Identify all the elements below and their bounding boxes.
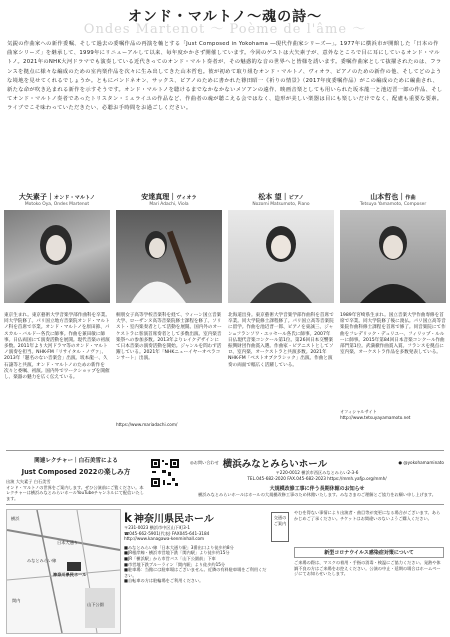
performer-yamamoto	[340, 192, 446, 420]
title-en: Ondes Martenot ～ Poème de l'âme ～	[83, 22, 367, 37]
contact-label: ◎お問い合わせ	[190, 460, 219, 466]
header	[0, 6, 450, 37]
performer-role: ピアノ	[288, 195, 304, 201]
intro-text: 気鋭の作曲家への新作委嘱、そして過去の委嘱作品の再演を軸とする「Just Composed in Yokohama ―現代作曲家シリーズ―」。1977年に横浜市が開館した「日本の作曲家シリーズ」を継承して、1999年にリニューアルして以来、毎年度かかさず開催しています。今回のゲストは大矢素子が、意外なところで目に耳にしているオンド・マルトノ。2021年のNHK大河ドラマでも演奏している近代きってのオンド・マルト奏者が、その魅惑的な音の世界へと皆様を誘います。委嘱作曲家として抜擢されたのは、フランスを拠点に様々な編成のための室内楽作品を次々に生み出してきた山本哲也。彼が初めて取り組むオンド・マルトノ、ヴィオラ、ピアノのための新作の他、そしてどのような境地を見せてくれるでしょうか。ともにバンドネオン、サックス、ピアノのために書かれた篠田昭一《祈りの情景》（2017年度委嘱作品）がこの編成のために編曲され、新たな命が吹き込まれる新作を示すそうです。オンド・マルトノを聴けるまでなかなかないメソアンの遠作、映画音楽としても用いられた坂本龍一と池辺晋一郎の作品、そしてオンド・マルトノ奏者であったトリスタン・ミュライユの作品など、作曲者の魂が聴こえる会ではなく、造形が美しい楽器は目にも楽しいだけでなく、配慮も重要な要素。ライブでこそ味わっていただきたい、必聴お手時間をお過ごしください。	[7, 41, 443, 112]
closure-heading: 大規模改修工事に伴う長期休館のお知らせ	[269, 486, 365, 493]
contact-address: 〒220-0012 横浜市西区みなとみらい2-3-6	[275, 470, 359, 475]
performer-name-line: 安達真理｜ヴィオラ	[141, 193, 197, 201]
map-label-yokohama: 横浜	[11, 516, 20, 521]
title-ja: オンド・マルトノ〜魂の詩〜	[127, 9, 323, 25]
hall-access-item: ■JR「横浜駅」から市営バス「山下公園前」下車	[124, 555, 216, 561]
performer-name: 松本 望	[258, 193, 282, 201]
hall-info	[124, 510, 270, 584]
divider	[6, 504, 444, 505]
performer-name: 大矢素子	[18, 193, 47, 201]
hall-name: 神奈川県民ホール	[133, 514, 214, 525]
hall-access-list	[124, 545, 270, 584]
map-label-nihon-odori: 日本大通り	[57, 540, 78, 545]
divider	[6, 450, 444, 451]
hall-access-item: ■自転車の方は駐輪場をご利用ください。	[124, 578, 204, 584]
performer-bio: 東京生まれ。東京藝術大学音楽学部作曲科を卒業。同大学院修了。パリ国立地方音楽院オンド・マルトノ科を首席で卒業。オンド・マルトノを原田節、パスカル・バルドー各氏に師事。作曲を兼田敏に師事。日仏両国にて演奏活動を展開。現代音楽の初演多数。2011年より大河ドラマ等のオンド・マルトノ演奏を担当。NHK-FM「リサイタル・ノヴァ」、2013年「題名のない音楽会」出演。坂本龍一、久石譲等と共演。オンド・マルトノのための新作を次々と委嘱、初演。国内外でワークショップを開催し、楽器の魅力を広く伝えている。	[4, 313, 110, 381]
performer-oya	[4, 192, 110, 433]
performer-adachi	[116, 192, 222, 428]
hall-url[interactable]: http://www.kanagawa-kenminhall.com	[124, 536, 205, 542]
performer-name-en: Nozomi Matsumoto, Piano	[252, 202, 310, 207]
covid-text: ご来場の際は、マスクの着用・手指の消毒・検温にご協力ください。発熱や体調不良の方はご来場をお控えください。公演の中止・延期の場合はホームページにてお知らせいたします。	[294, 560, 441, 577]
access-label-box: 交通のご案内	[271, 512, 289, 542]
contact-tel: TEL.045-682-2020 FAX.045-682-2023 https://mmh.yafjp.org/mmh/	[247, 475, 387, 481]
performer-name: 山本哲也	[370, 193, 399, 201]
lecture-speakers: 出演 大矢素子 白石美雪	[6, 479, 51, 484]
performer-matsumoto	[228, 192, 334, 433]
hall-access-item: ■JR根岸線・横浜市営地下鉄「関内駅」より徒歩約15分	[124, 550, 230, 556]
qr-code-icon[interactable]	[150, 458, 180, 488]
hall-access-item: ■市営地下鉄ブルーライン「関内駅」より徒歩約15分	[124, 561, 226, 567]
disclaimer-text: やむを得ない事情により出演者・曲目等が変更になる場合がございます。あらかじめご了承ください。チケットはお間違いのないようご購入ください。	[294, 510, 441, 521]
performer-name-en: Mari Adachi, Viola	[149, 202, 189, 207]
performer-role: 作曲	[405, 195, 416, 201]
performer-name-line: 大矢素子｜オンド・マルトノ	[18, 193, 96, 201]
portrait-figure	[228, 210, 334, 303]
portrait-figure	[4, 210, 110, 303]
performer-url[interactable]: http://www.tetsuyayamamoto.net	[340, 414, 411, 420]
hall-name-line	[124, 510, 270, 525]
map-label-kannai: 関内	[12, 598, 21, 603]
lecture-heading: 関連レクチャー｜白石美雪による	[34, 458, 118, 464]
performer-bio: 北海道出身。東京藝術大学音楽学部作曲科を首席で卒業。同大学院修士課程修了。パリ国立高等音楽院に留学。作曲を池辺晋一郎、ピアノを東誠三、ジャン=フランソワ・エッセール各氏に師事。2007年日仏現代音楽コンクール第1位。第26回日本交響楽振興財団作曲賞入選。作曲家・ピアニストとしてソロ、室内楽、オーケストラと共演多数。2021年NHK-FM「ベストオブクラシック」出演。作曲と演奏の両面で幅広く活躍している。	[228, 313, 334, 368]
performer-photo	[340, 210, 446, 303]
performer-bio: 1989年宮崎県生まれ。国立音楽大学作曲専修を首席で卒業。同大学院修了後に渡仏。パリ国立高等音楽院作曲科修士課程を首席で修了。同音楽院にて作曲をフレデリック・デュリユー、フィリップ・ルルーに師事。2015年第84回日本音楽コンクール作曲部門第1位。武満徹作曲賞入賞。フランスを拠点に室内楽、オーケストラ作品を多数発表している。	[340, 313, 446, 356]
twitter-handle[interactable]	[398, 460, 444, 466]
notes-section	[294, 510, 444, 612]
performer-bio: 桐朋女子高等学校音楽科を経て、ウィーン国立音楽大学、ローザンヌ高等音楽院修士課程を修了。ソリスト・室内楽奏者として活動を展開。国内外のオーケストラに客演首席奏者として多数出演。室内楽音楽祭への参加多数。2013年よりレイクデザインにて日本音楽の演奏活動を開始。ジャンルを問わず活躍している。2021年「NHKニューイヤーオペラコンサート」出演。	[116, 313, 222, 362]
hall-access-item: ■駐車場：当館には駐車場はございません。近隣の有料駐車場をご利用ください。	[124, 567, 267, 578]
performer-photo	[116, 210, 222, 303]
twitter-icon: ●	[398, 460, 403, 466]
hall-address: 〒231-0023 横浜市中区山下町3-1	[124, 525, 191, 530]
contact-venue-name: 横浜みなとみらいホール	[222, 459, 328, 470]
portrait-figure	[340, 210, 446, 303]
closure-text: 横浜みなとみらいホールはホールの大規模改修工事のため休館いたします。みなさまのご理解とご協力をお願い申し上げます。	[198, 492, 436, 498]
portrait-figure	[116, 210, 222, 303]
performer-role: ヴィオラ	[176, 195, 197, 201]
performer-photo	[228, 210, 334, 303]
performer-photo	[4, 210, 110, 303]
hall-access-item: ■みなとみらい線「日本大通り駅」3番出口より徒歩約8分	[124, 544, 234, 550]
performer-name-en: Motoko Oya, Ondes Martenot	[24, 202, 90, 207]
lecture-subtitle: Just Composed 2022の楽しみ方	[21, 468, 131, 476]
performer-role: オンド・マルトノ	[53, 195, 96, 201]
performer-name-line: 山本哲也｜作曲	[370, 193, 416, 201]
performer-sns: オフィシャルサイト	[340, 409, 377, 414]
performer-url[interactable]: https://www.mariadachi.com/	[116, 422, 178, 427]
access-map	[6, 509, 121, 634]
twitter-handle-text: @yokohamaminato	[403, 460, 444, 466]
covid-heading: 新型コロナウイルス感染症対策について	[294, 547, 444, 558]
contact-section	[190, 456, 444, 498]
map-label-mm-line: みなとみらい線	[27, 558, 57, 563]
map-label-yamashita-park: 山下公園	[87, 602, 104, 607]
performer-name-en: Tetsuya Yamamoto, Composer	[359, 202, 427, 207]
hall-logo-icon: k	[124, 510, 132, 525]
performer-name: 安達真理	[141, 193, 170, 201]
performers-section	[4, 192, 446, 446]
map-label-hall: 神奈川県民ホール	[53, 572, 87, 577]
lecture-note: オンド・マルトノの世界をご案内します。ぜひ公演前にご覧ください。本レクチャーは横浜みなとみらいホールYouTubeチャンネルにて配信いたします。	[6, 484, 144, 501]
hall-tel: ☎045-662-5901(代表) FAX045-641-3184	[124, 530, 210, 536]
performer-name-line: 松本 望｜ピアノ	[258, 193, 304, 201]
lecture-section	[6, 456, 146, 500]
